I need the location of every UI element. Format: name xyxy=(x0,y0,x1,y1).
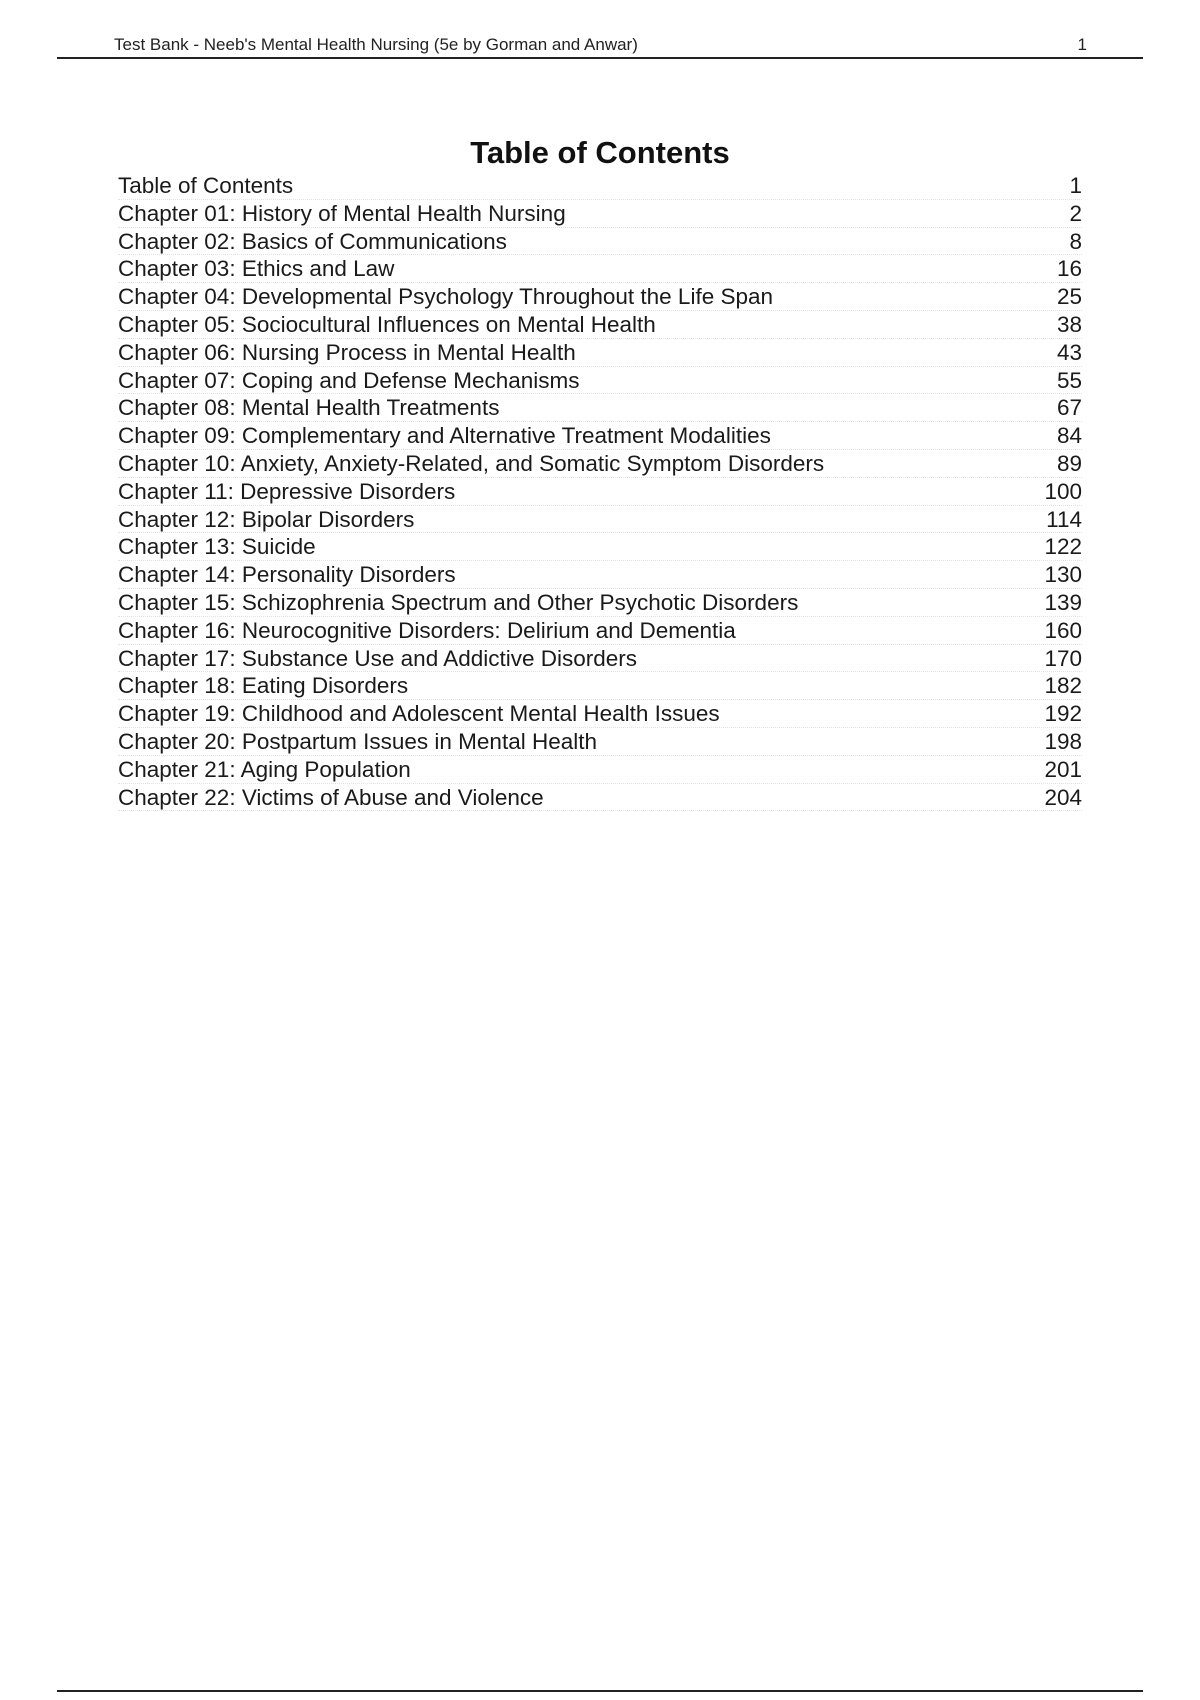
toc-entry-title: Chapter 12: Bipolar Disorders xyxy=(118,506,415,532)
toc-entry-page: 25 xyxy=(1056,284,1082,310)
toc-entry-title: Chapter 21: Aging Population xyxy=(118,756,411,782)
toc-entry[interactable] xyxy=(118,200,1082,228)
toc-entry-page: 182 xyxy=(1044,673,1082,699)
toc-entry[interactable] xyxy=(118,478,1082,506)
toc-entry-page: 198 xyxy=(1044,728,1082,754)
toc-entry-title: Chapter 09: Complementary and Alternative Treatment Modalities xyxy=(118,423,771,449)
footer-divider xyxy=(57,1690,1143,1692)
toc-entry[interactable] xyxy=(118,228,1082,256)
toc-entry-title: Chapter 04: Developmental Psychology Throughout the Life Span xyxy=(118,284,774,310)
toc-entry-title: Chapter 18: Eating Disorders xyxy=(118,673,409,699)
header-document-title: Test Bank - Neeb's Mental Health Nursing (5e by Gorman and Anwar) xyxy=(114,35,638,54)
toc-entry[interactable] xyxy=(118,339,1082,367)
toc-entry-page: 67 xyxy=(1056,395,1082,421)
toc-entry-title: Chapter 05: Sociocultural Influences on Mental Health xyxy=(118,311,656,337)
toc-entry[interactable] xyxy=(118,561,1082,589)
toc-entry[interactable] xyxy=(118,394,1082,422)
toc-entry-title: Chapter 03: Ethics and Law xyxy=(118,256,395,282)
toc-entry-page: 160 xyxy=(1044,617,1082,643)
toc-entry-page: 130 xyxy=(1044,562,1082,588)
toc-entry-page: 170 xyxy=(1044,645,1082,671)
toc-entry-page: 1 xyxy=(1069,173,1082,198)
toc-entry[interactable] xyxy=(118,756,1082,784)
toc-entry-page: 201 xyxy=(1044,756,1082,782)
toc-entry-title: Chapter 01: History of Mental Health Nursing xyxy=(118,200,566,226)
toc-entry-title: Chapter 17: Substance Use and Addictive Disorders xyxy=(118,645,638,671)
toc-entry-page: 43 xyxy=(1056,339,1082,365)
toc-entry-page: 8 xyxy=(1069,228,1082,254)
toc-entry[interactable] xyxy=(118,589,1082,617)
toc-entry-title: Chapter 13: Suicide xyxy=(118,534,316,560)
toc-entry-title: Chapter 14: Personality Disorders xyxy=(118,562,456,588)
toc-entry[interactable] xyxy=(118,533,1082,561)
toc-entry-page: 38 xyxy=(1056,311,1082,337)
toc-entry-page: 84 xyxy=(1056,423,1082,449)
toc-entry-title: Chapter 02: Basics of Communications xyxy=(118,228,507,254)
toc-entry-title: Chapter 08: Mental Health Treatments xyxy=(118,395,500,421)
toc-entry-page: 2 xyxy=(1069,200,1082,226)
toc-entry[interactable] xyxy=(118,172,1082,200)
toc-entry-title: Chapter 16: Neurocognitive Disorders: Delirium and Dementia xyxy=(118,617,736,643)
toc-entry[interactable] xyxy=(118,506,1082,534)
toc-entry-page: 114 xyxy=(1046,506,1082,532)
toc-entry[interactable] xyxy=(118,728,1082,756)
page-header xyxy=(57,33,1143,59)
toc-entry[interactable] xyxy=(118,645,1082,673)
toc-entry[interactable] xyxy=(118,450,1082,478)
toc-entry-page: 204 xyxy=(1044,784,1082,810)
toc-entry-page: 89 xyxy=(1056,450,1082,476)
toc-entry-title: Chapter 11: Depressive Disorders xyxy=(118,478,456,504)
toc-entry[interactable] xyxy=(118,367,1082,395)
header-page-number: 1 xyxy=(1077,35,1087,54)
toc-entry-page: 139 xyxy=(1044,589,1082,615)
toc-entry-title: Chapter 20: Postpartum Issues in Mental Health xyxy=(118,728,597,754)
toc-entry-title: Chapter 10: Anxiety, Anxiety-Related, and Somatic Symptom Disorders xyxy=(118,450,825,476)
toc-entry-page: 122 xyxy=(1044,534,1082,560)
toc-entry-page: 16 xyxy=(1056,256,1082,282)
toc-heading: Table of Contents xyxy=(470,134,730,170)
toc-entry[interactable] xyxy=(118,422,1082,450)
toc-entry-title: Table of Contents xyxy=(118,173,294,198)
toc-entry-title: Chapter 07: Coping and Defense Mechanisms xyxy=(118,367,580,393)
toc-entry[interactable] xyxy=(118,700,1082,728)
toc-entry[interactable] xyxy=(118,255,1082,283)
toc-entry-page: 100 xyxy=(1044,478,1082,504)
toc-entry-title: Chapter 15: Schizophrenia Spectrum and Other Psychotic Disorders xyxy=(118,589,799,615)
toc-list xyxy=(118,172,1082,811)
toc-entry-title: Chapter 19: Childhood and Adolescent Mental Health Issues xyxy=(118,701,720,727)
toc-entry[interactable] xyxy=(118,784,1082,812)
toc-entry-title: Chapter 22: Victims of Abuse and Violence xyxy=(118,784,544,810)
toc-entry-page: 192 xyxy=(1044,701,1082,727)
toc-entry[interactable] xyxy=(118,672,1082,700)
toc-entry-title: Chapter 06: Nursing Process in Mental Health xyxy=(118,339,576,365)
toc-entry[interactable] xyxy=(118,311,1082,339)
toc-entry[interactable] xyxy=(118,617,1082,645)
toc-entry-page: 55 xyxy=(1056,367,1082,393)
toc-entry[interactable] xyxy=(118,283,1082,311)
